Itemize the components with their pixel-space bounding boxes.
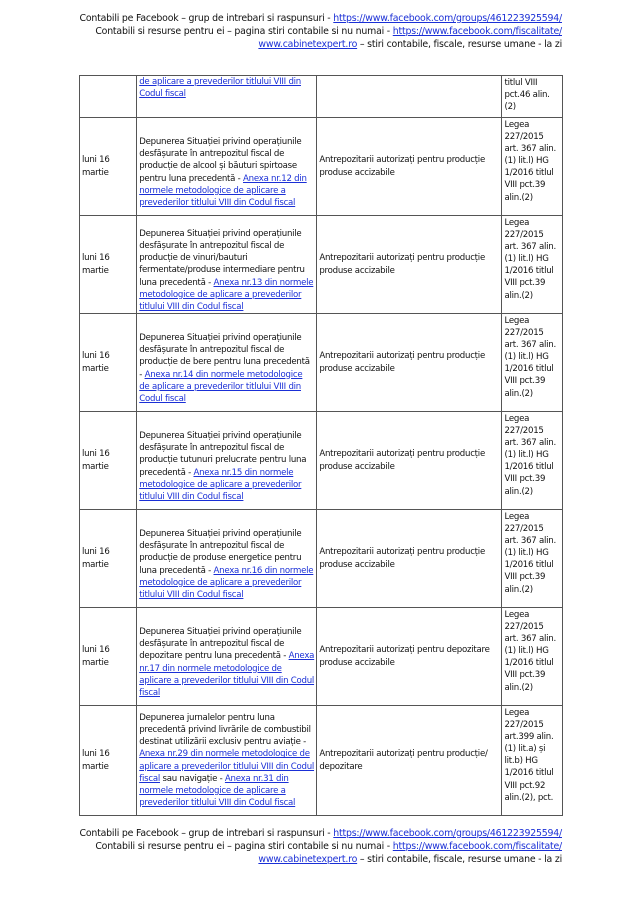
- obligor-cell: Antrepozitarii autorizați pentru producție produse accizabile: [317, 412, 502, 510]
- legal-basis-cell: Legea 227/2015 art. 367 alin.(1) lit.l) HG 1/2016 titlul VIII pct.39 alin.(2): [502, 118, 563, 216]
- footer-line-2-text: Contabili si resurse pentru ei – pagina stiri contabile si nu numai -: [95, 841, 393, 852]
- annex-link[interactable]: Anexa nr.14 din normele metodologice de aplicare a prevederilor titlului VIII din Codul fiscal: [139, 369, 303, 404]
- annex-link[interactable]: de aplicare a prevederilor titlului VIII din Codul fiscal: [139, 77, 301, 100]
- annex-link[interactable]: Anexa nr.31 din normele metodologice de aplicare a prevederilor titlului VIII din Codul fiscal: [139, 773, 296, 808]
- legal-basis-cell: Legea 227/2015 art. 367 alin.(1) lit.l) HG 1/2016 titlul VIII pct.39 alin.(2): [502, 314, 563, 412]
- obligor-cell: Antrepozitarii autorizați pentru producție produse accizabile: [317, 510, 502, 608]
- deadlines-table: [79, 75, 563, 816]
- obligor-cell: Antrepozitarii autorizați pentru depozitare produse accizabile: [317, 608, 502, 706]
- footer-line-1: [80, 827, 562, 840]
- footer-line-3: [80, 853, 562, 866]
- description-cell: [137, 608, 317, 706]
- legal-basis-cell: Legea 227/2015 art.399 alin.(1) lit.a) și lit.b) HG 1/2016 titlul VIII pct.92 alin.(2), pct.: [502, 706, 563, 816]
- description-text: Depunerea Situației privind operațiunile desfășurate în antrepozitul fiscal de producție de vinuri/bauturi fermentate/produse intermediare pentru luna precedentă -: [139, 229, 305, 288]
- description-text: Depunerea Situației privind operațiunile desfășurate în antrepozitul fiscal de producție de bere pentru luna precedentă -: [139, 333, 310, 380]
- facebook-page-link[interactable]: https://www.facebook.com/fiscalitate/: [392, 26, 562, 37]
- legal-basis-cell: Legea 227/2015 art. 367 alin.(1) lit.l) HG 1/2016 titlul VIII pct.39 alin.(2): [502, 510, 563, 608]
- description-text: Depunerea Situației privind operațiunile desfășurate în antrepozitul fiscal de producție de alcool și băuturi spirtoase pentru luna precedentă -: [139, 137, 302, 184]
- date-cell: luni 16 martie: [80, 314, 137, 412]
- table-row: [80, 216, 563, 314]
- annex-link[interactable]: Anexa nr.16 din normele metodologice de aplicare a prevederilor titlului VIII din Codul fiscal: [139, 565, 314, 600]
- header-line-2: [80, 25, 562, 38]
- header-line-3: [80, 38, 562, 51]
- table-row: [80, 76, 563, 118]
- table-row: [80, 510, 563, 608]
- date-cell: luni 16 martie: [80, 118, 137, 216]
- description-cell: [137, 118, 317, 216]
- description-text: sau navigație -: [160, 773, 225, 784]
- date-cell: luni 16 martie: [80, 412, 137, 510]
- description-cell: [137, 76, 317, 118]
- description-cell: [137, 314, 317, 412]
- date-cell: luni 16 martie: [80, 608, 137, 706]
- obligor-cell: Antrepozitarii autorizați pentru producție produse accizabile: [317, 216, 502, 314]
- page-header: [80, 12, 562, 51]
- description-text: Depunerea Situației privind operațiunile desfășurate în antrepozitul fiscal de producție de produse energetice pentru luna precedentă -: [139, 529, 302, 576]
- legal-basis-cell: titlul VIII pct.46 alin.(2): [502, 76, 563, 118]
- obligor-cell: Antrepozitarii autorizați pentru producție produse accizabile: [317, 118, 502, 216]
- table-row: [80, 608, 563, 706]
- table-row: [80, 118, 563, 216]
- annex-link[interactable]: Anexa nr.29 din normele metodologice de aplicare a prevederilor titlului VIII din Codul fiscal: [139, 749, 315, 784]
- description-cell: [137, 216, 317, 314]
- legal-basis-cell: Legea 227/2015 art. 367 alin.(1) lit.l) HG 1/2016 titlul VIII pct.39 alin.(2): [502, 216, 563, 314]
- description-text: Depunerea Situației privind operațiunile desfășurate în antrepozitul fiscal de producție tutunuri prelucrate pentru luna precedentă -: [139, 431, 307, 478]
- obligor-cell: [317, 76, 502, 118]
- header-line-1: [80, 12, 562, 25]
- date-cell: luni 16 martie: [80, 706, 137, 816]
- legal-basis-cell: Legea 227/2015 art. 367 alin.(1) lit.l) HG 1/2016 titlul VIII pct.39 alin.(2): [502, 608, 563, 706]
- header-line-3-text: – stiri contabile, fiscale, resurse umane - la zi: [357, 39, 562, 50]
- description-text: Depunerea jurnalelor pentru luna precedentă privind livrările de combustibil destinat utilizării exclusiv pentru aviație -: [139, 713, 311, 748]
- annex-link[interactable]: Anexa nr.12 din normele metodologice de aplicare a prevederilor titlului VIII din Codul fiscal: [139, 173, 307, 208]
- annex-link[interactable]: Anexa nr.13 din normele metodologice de aplicare a prevederilor titlului VIII din Codul fiscal: [139, 277, 314, 312]
- obligor-cell: Antrepozitarii autorizați pentru producție/ depozitare: [317, 706, 502, 816]
- date-cell: luni 16 martie: [80, 216, 137, 314]
- table-row: [80, 706, 563, 816]
- facebook-group-link[interactable]: https://www.facebook.com/groups/461223925594/: [333, 828, 562, 839]
- footer-line-1-text: Contabili pe Facebook – grup de intrebari si raspunsuri -: [79, 828, 334, 839]
- description-cell: [137, 706, 317, 816]
- description-cell: [137, 510, 317, 608]
- description-cell: [137, 412, 317, 510]
- header-line-1-text: Contabili pe Facebook – grup de intrebari si raspunsuri -: [79, 13, 334, 24]
- facebook-group-link[interactable]: https://www.facebook.com/groups/461223925594/: [333, 13, 562, 24]
- table-row: [80, 314, 563, 412]
- header-line-2-text: Contabili si resurse pentru ei – pagina stiri contabile si nu numai -: [95, 26, 393, 37]
- website-link[interactable]: www.cabinetexpert.ro: [258, 854, 358, 865]
- obligor-cell: Antrepozitarii autorizați pentru producție produse accizabile: [317, 314, 502, 412]
- date-cell: [80, 76, 137, 118]
- description-text: Depunerea Situației privind operațiunile desfășurate în antrepozitul fiscal de depozitare pentru luna precedentă -: [139, 627, 302, 662]
- date-cell: luni 16 martie: [80, 510, 137, 608]
- annex-link[interactable]: Anexa nr.17 din normele metodologice de aplicare a prevederilor titlului VIII din Codul fiscal: [139, 651, 315, 698]
- table-row: [80, 412, 563, 510]
- footer-line-3-text: – stiri contabile, fiscale, resurse umane - la zi: [357, 854, 562, 865]
- website-link[interactable]: www.cabinetexpert.ro: [258, 39, 358, 50]
- legal-basis-cell: Legea 227/2015 art. 367 alin.(1) lit.l) HG 1/2016 titlul VIII pct.39 alin.(2): [502, 412, 563, 510]
- annex-link[interactable]: Anexa nr.15 din normele metodologice de aplicare a prevederilor titlului VIII din Codul fiscal: [139, 467, 302, 502]
- footer-line-2: [80, 840, 562, 853]
- page-footer: [80, 827, 562, 866]
- facebook-page-link[interactable]: https://www.facebook.com/fiscalitate/: [392, 841, 562, 852]
